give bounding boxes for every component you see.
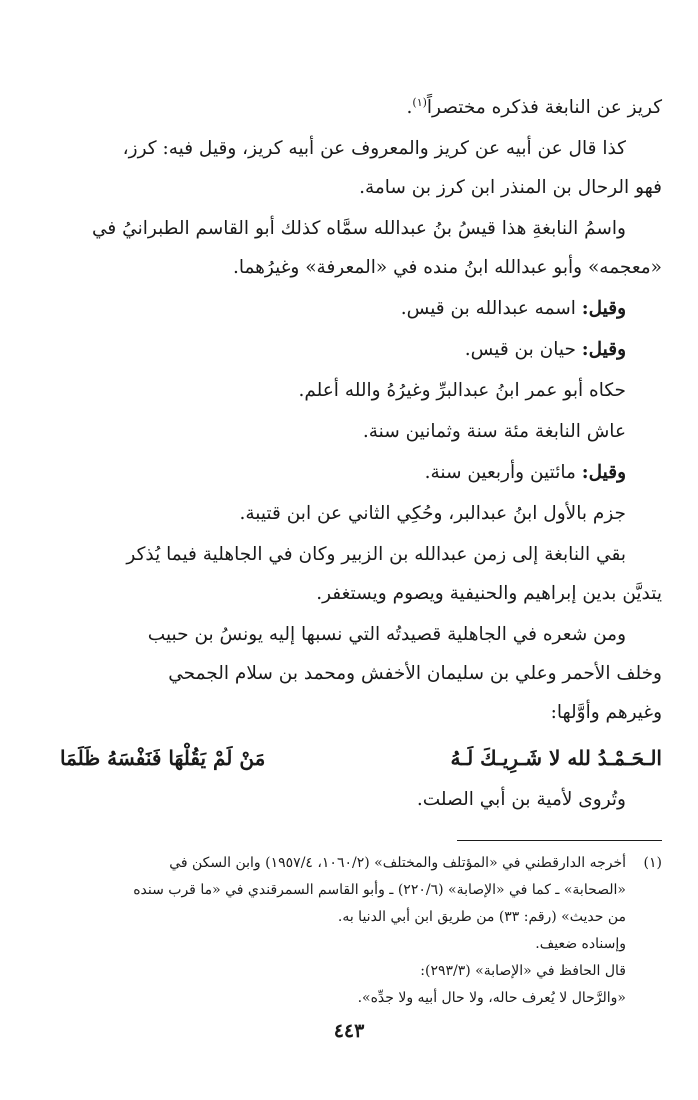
- paragraph-10: [60, 535, 662, 613]
- paragraph-7: [60, 412, 662, 451]
- paragraph-2: [60, 129, 662, 207]
- poem-verse: [60, 736, 662, 780]
- footnote-separator: [457, 840, 662, 841]
- paragraph-9: [60, 494, 662, 533]
- qila-label: وقيل:: [581, 298, 626, 319]
- paragraph-line: فهو الرحال بن المنذر ابن كرز بن سامة.: [359, 177, 662, 198]
- paragraph-line: كذا قال عن أبيه عن كريز والمعروف عن أبيه كريز، وقيل فيه: كرز،: [122, 138, 626, 159]
- paragraph-11: [60, 615, 662, 732]
- qila-label: وقيل:: [581, 462, 626, 483]
- paragraph-line: وتُروى لأمية بن أبي الصلت.: [416, 789, 626, 810]
- paragraph-line: وغيرهم وأوَّلها:: [550, 702, 662, 723]
- verse-first-hemistich: الـحَـمْـدُ لله لا شَـرِيـكَ لَـهُ: [450, 746, 662, 770]
- footnote-line: من حديث» (رقم: ٣٣) من طريق ابن أبي الدنيا به.: [337, 909, 626, 925]
- paragraph-line: عاش النابغة مئة سنة وثمانين سنة.: [362, 421, 626, 442]
- paragraph-text: مائتين وأربعين سنة.: [424, 462, 576, 483]
- footnote-line: أخرجه الدارقطني في «المؤتلف والمختلف» (١٠٦٠/٢، ١٩٥٧/٤) وابن السكن في: [169, 855, 626, 871]
- page-body: [60, 88, 662, 1006]
- page-number: ٤٤٣: [333, 1020, 365, 1042]
- paragraph-6: [60, 371, 662, 410]
- paragraph-line: ومن شعره في الجاهلية قصيدتُه التي نسبها إليه يونسُ بن حبيب: [147, 624, 626, 645]
- paragraph-line: يتديَّن بدين إبراهيم والحنيفية ويصوم ويستغفر.: [316, 583, 662, 604]
- footnote-line: «الصحابة» ـ كما في «الإصابة» (٢٢٠/٦) ـ وأبو القاسم السمرقندي في «ما قرب سنده: [133, 882, 626, 898]
- paragraph-5: [60, 330, 662, 369]
- paragraph-line: «معجمه» وأبو عبدالله ابنُ منده في «المعرفة» وغيرُهما.: [232, 257, 662, 278]
- footnotes: [60, 850, 662, 1012]
- paragraph-line: جزم بالأول ابنُ عبدالبر، وحُكِي الثاني عن ابن قتيبة.: [239, 503, 626, 524]
- paragraph-1: [60, 88, 662, 127]
- paragraph-3: [60, 209, 662, 287]
- footnote-line: وإسناده ضعيف.: [535, 936, 626, 952]
- paragraph-line: بقي النابغة إلى زمن عبدالله بن الزبير وكان في الجاهلية فيما يُذكر: [126, 544, 626, 565]
- verse-second-hemistich: مَنْ لَمْ يَقُلْهَا فَنَفْسَهُ ظَلَمَا: [60, 746, 266, 770]
- paragraph-text: كريز عن النابغة فذكره مختصراً: [426, 97, 662, 118]
- paragraph-8: [60, 453, 662, 492]
- paragraph-text: اسمه عبدالله بن قيس.: [400, 298, 576, 319]
- paragraph-4: [60, 289, 662, 328]
- footnote-reference[interactable]: (١): [412, 95, 427, 109]
- paragraph-end: .: [406, 97, 413, 118]
- paragraph-12: [60, 780, 662, 819]
- footnote-number: (١): [643, 855, 662, 871]
- paragraph-line: حكاه أبو عمر ابنُ عبدالبرِّ وغيرُهُ والله أعلم.: [298, 380, 626, 401]
- footnote-line: «والرَّحال لا يُعرف حاله، ولا حال أبيه ولا جدِّه».: [357, 990, 626, 1006]
- paragraph-text: حيان بن قيس.: [464, 339, 576, 360]
- paragraph-line: واسمُ النابغةِ هذا قيسُ بنُ عبدالله سمَّاه كذلك أبو القاسم الطبرانيُ في: [92, 218, 626, 239]
- paragraph-line: وخلف الأحمر وعلي بن سليمان الأخفش ومحمد بن سلام الجمحي: [168, 663, 662, 684]
- qila-label: وقيل:: [581, 339, 626, 360]
- footnote-line: قال الحافظ في «الإصابة» (٢٩٣/٣):: [420, 963, 626, 979]
